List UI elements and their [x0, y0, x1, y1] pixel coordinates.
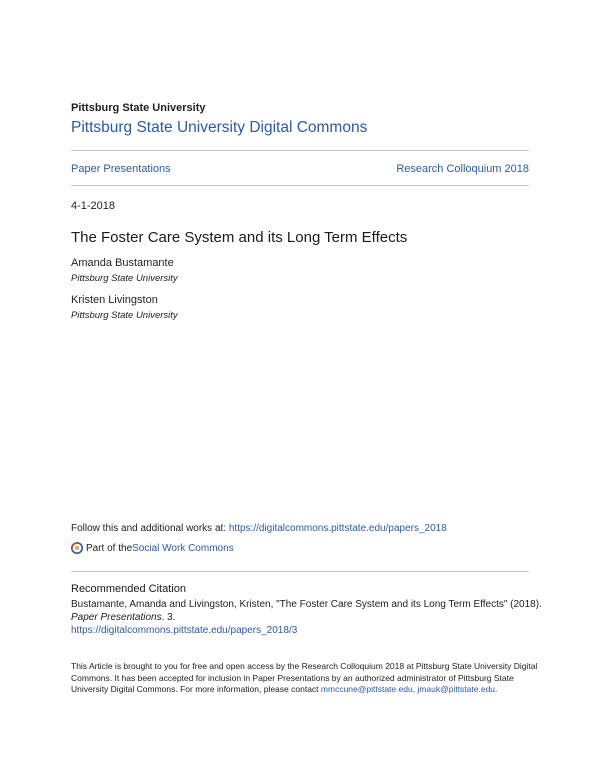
- article-title: The Foster Care System and its Long Term Effects: [71, 229, 408, 246]
- divider: [71, 185, 529, 186]
- author-name: Kristen Livingston: [71, 294, 158, 306]
- access-statement-end: .: [495, 684, 498, 694]
- recommended-citation-heading: Recommended Citation: [71, 583, 186, 595]
- author-name: Amanda Bustamante: [71, 257, 174, 269]
- series-link[interactable]: Paper Presentations: [71, 163, 171, 175]
- follow-line: [71, 523, 447, 534]
- discipline-link[interactable]: Social Work Commons: [132, 542, 234, 554]
- commons-network-icon: [71, 542, 83, 554]
- author-affiliation: Pittsburg State University: [71, 310, 178, 321]
- divider: [71, 150, 529, 151]
- divider: [71, 571, 529, 572]
- follow-prefix: Follow this and additional works at:: [71, 523, 229, 534]
- access-statement-text: This Article is brought to you for free and open access by the Research Colloquium 2018 at Pittsburg State University Digital Commons. It has been accepted for inclusion in Paper Presentations by an authorized administrator of Pittsburg State University Digital Commons. For more information, please contact: [71, 661, 538, 694]
- citation-text: Bustamante, Amanda and Livingston, Kristen, "The Foster Care System and its Long Term Effects" (2018).: [71, 599, 542, 610]
- citation-number: . 3.: [161, 612, 176, 623]
- collection-url-link[interactable]: https://digitalcommons.pittstate.edu/papers_2018: [228, 523, 447, 534]
- repository-title-link[interactable]: Pittsburg State University Digital Commons: [71, 119, 368, 136]
- institution-name: Pittsburg State University: [71, 102, 206, 114]
- citation-url-link[interactable]: https://digitalcommons.pittstate.edu/papers_2018/3: [71, 625, 298, 636]
- collection-link[interactable]: Research Colloquium 2018: [396, 163, 529, 175]
- citation-journal-line: [71, 612, 176, 623]
- access-statement: [71, 661, 541, 696]
- part-of-line: [71, 542, 234, 554]
- part-of-prefix: Part of the: [86, 542, 133, 554]
- author-affiliation: Pittsburg State University: [71, 273, 178, 284]
- publication-date: 4-1-2018: [71, 200, 116, 212]
- citation-journal: Paper Presentations: [71, 612, 162, 623]
- contact-email-link[interactable]: mmccune@pittstate.edu, jmauk@pittstate.edu: [320, 684, 496, 694]
